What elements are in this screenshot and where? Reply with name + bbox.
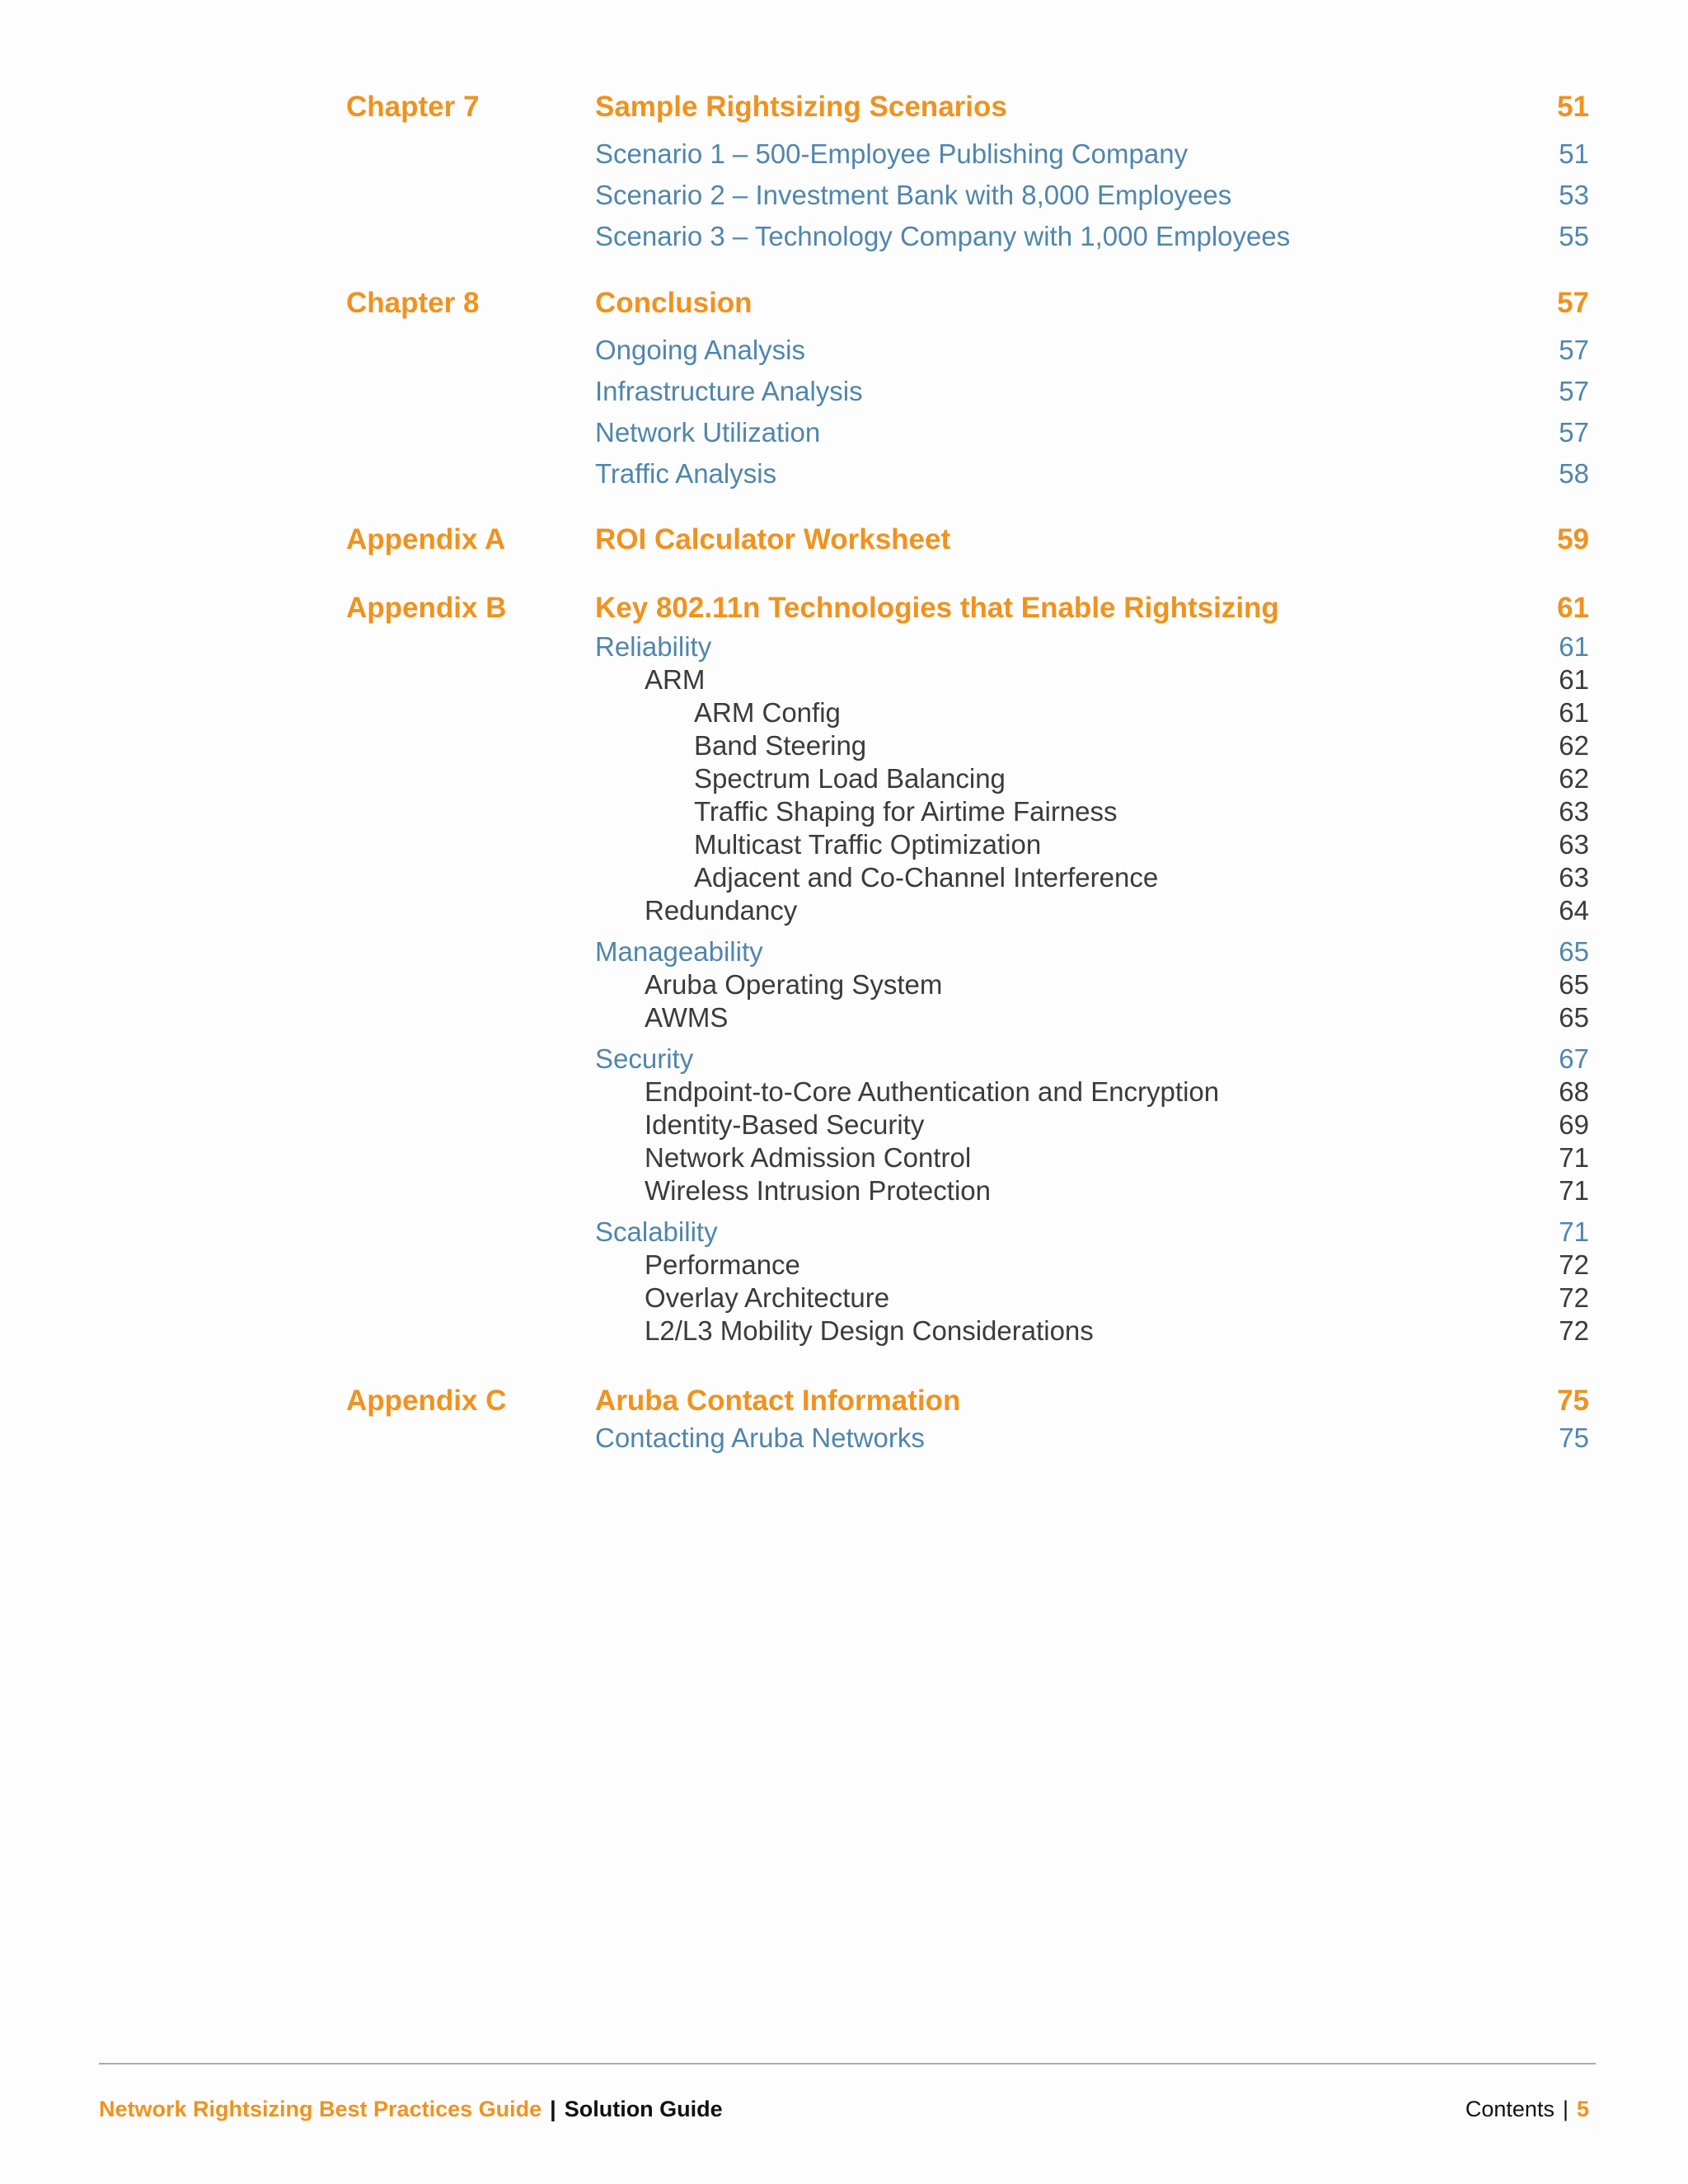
toc-entry-page: 62 [1559,763,1589,794]
footer-guide-name: Network Rightsizing Best Practices Guide [99,2097,542,2121]
toc-section-label: Appendix C [346,1385,507,1417]
toc-entry-title: Infrastructure Analysis [595,376,863,406]
footer-page-number: 5 [1576,2097,1589,2121]
footer-guide-type: Solution Guide [564,2097,723,2121]
toc-section-label: Appendix B [346,592,507,624]
toc-entry-page: 67 [1559,1043,1589,1074]
footer-separator-right: | [1562,2097,1568,2121]
toc-entry-page: 65 [1559,936,1589,967]
toc-entry-title: Network Admission Control [645,1142,972,1173]
toc-entry-page: 51 [1559,138,1589,169]
toc-entry-page: 61 [1559,664,1589,695]
toc-entry-title: Spectrum Load Balancing [694,763,1006,794]
toc-entry-page: 63 [1559,796,1589,827]
toc-entry-page: 71 [1559,1142,1589,1173]
toc-entry-title: Adjacent and Co-Channel Interference [694,862,1159,893]
toc-entry-title: Aruba Contact Information [595,1385,961,1417]
toc-entry-page: 71 [1559,1175,1589,1206]
toc-entry-title: Security [595,1043,694,1074]
toc-entry-title: Scenario 1 – 500-Employee Publishing Company [595,138,1189,169]
toc-entry-page: 53 [1559,180,1589,210]
toc-entry-title: Conclusion [595,287,753,319]
toc-entry-title: Network Utilization [595,417,821,448]
toc-section-label: Chapter 7 [346,91,480,123]
toc-entry-title: ARM Config [694,697,841,728]
toc-entry-title: Endpoint-to-Core Authentication and Encryption [645,1076,1220,1107]
toc-entry-page: 58 [1559,458,1589,489]
toc-entry-title: Traffic Analysis [595,458,777,489]
toc-entry-title: Ongoing Analysis [595,335,805,365]
toc-entry-page: 65 [1559,969,1589,1000]
toc-entry-title: Redundancy [645,895,798,926]
footer-guide-title [99,2097,723,2122]
toc-entry-title: Manageability [595,936,763,967]
toc-section-label: Chapter 8 [346,287,480,319]
toc-entry-page: 55 [1559,221,1589,251]
toc-entry-page: 72 [1559,1315,1589,1346]
footer-divider [99,2063,1596,2064]
toc-entry-page: 57 [1559,417,1589,448]
toc-entry-page: 63 [1559,862,1589,893]
toc-entry-page: 51 [1557,91,1589,123]
toc-entry-title: L2/L3 Mobility Design Considerations [645,1315,1094,1346]
toc-entry-title: Overlay Architecture [645,1282,890,1313]
toc-entry-title: Key 802.11n Technologies that Enable Rightsizing [595,592,1279,624]
toc-section-label: Appendix A [346,523,506,555]
toc-entry-page: 59 [1557,523,1589,555]
toc-entry-page: 65 [1559,1002,1589,1033]
toc-entry-page: 72 [1559,1282,1589,1313]
toc-entry-page: 57 [1557,287,1589,319]
toc-entry-title: Scenario 3 – Technology Company with 1,000 Employees [595,221,1291,251]
toc-entry-title: Scenario 2 – Investment Bank with 8,000 Employees [595,180,1232,210]
toc-entry-page: 62 [1559,730,1589,761]
toc-entry-title: Band Steering [694,730,867,761]
toc-entry-page: 69 [1559,1109,1589,1140]
toc-entry-page: 72 [1559,1249,1589,1280]
toc-entry-page: 57 [1559,376,1589,406]
toc-entry-title: Scalability [595,1216,718,1247]
toc-entry-page: 57 [1559,335,1589,365]
toc-entry-page: 63 [1559,829,1589,860]
toc-entry-title: Performance [645,1249,800,1280]
toc-entry-title: AWMS [645,1002,729,1033]
toc-entry-page: 71 [1559,1216,1589,1247]
toc-entry-title: Traffic Shaping for Airtime Fairness [694,796,1118,827]
toc-entry-title: ARM [645,664,706,695]
toc-entry-title: Multicast Traffic Optimization [694,829,1042,860]
toc-entry-title: Wireless Intrusion Protection [645,1175,991,1206]
footer-page-info [1465,2097,1589,2122]
toc-entry-title: Reliability [595,631,712,662]
toc-entry-page: 75 [1557,1385,1589,1417]
toc-entry-page: 61 [1559,631,1589,662]
toc-entry-title: Contacting Aruba Networks [595,1422,925,1453]
toc-entry-title: Identity-Based Security [645,1109,925,1140]
toc-entry-title: Sample Rightsizing Scenarios [595,91,1007,123]
toc-entry-page: 75 [1559,1422,1589,1453]
toc-entry-page: 61 [1559,697,1589,728]
toc-entry-page: 61 [1557,592,1589,624]
page-footer [0,2097,1688,2130]
toc-entry-title: Aruba Operating System [645,969,943,1000]
toc-entry-title: ROI Calculator Worksheet [595,523,951,555]
footer-separator: | [550,2097,556,2121]
toc-entry-page: 64 [1559,895,1589,926]
toc-entry-page: 68 [1559,1076,1589,1107]
footer-section-name: Contents [1465,2097,1554,2121]
